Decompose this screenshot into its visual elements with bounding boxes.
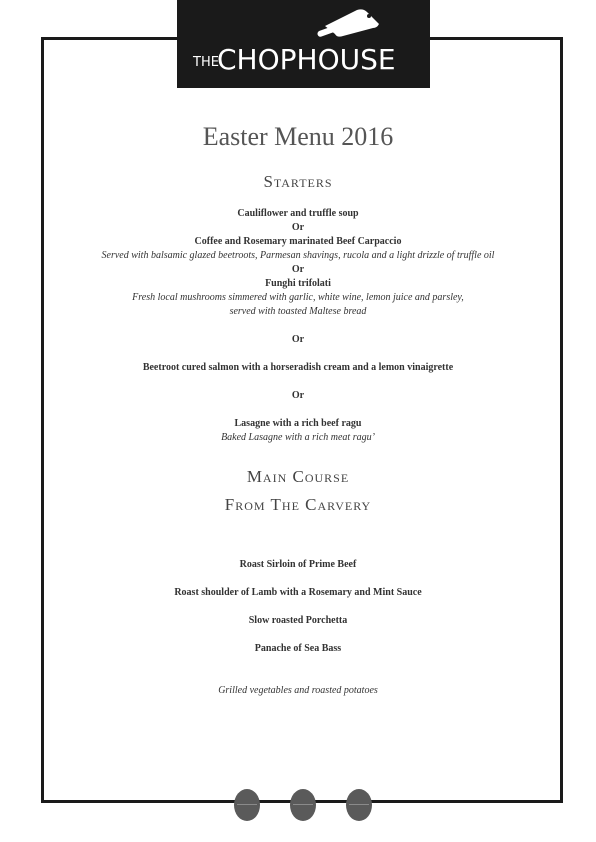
starter-item: Funghi trifolati <box>265 278 331 289</box>
logo-the: THE <box>193 55 219 70</box>
starter-description: served with toasted Maltese bread <box>229 306 367 317</box>
main-course-heading: Main Course <box>246 467 350 486</box>
starter-item: Lasagne with a rich beef ragu <box>234 418 362 429</box>
or-separator: Or <box>291 390 305 401</box>
carvery-heading: From The Carvery <box>224 495 372 514</box>
dot-ornament <box>234 789 260 821</box>
main-item: Panache of Sea Bass <box>254 643 342 654</box>
sides-description: Grilled vegetables and roasted potatoes <box>218 685 378 696</box>
decorative-dots <box>0 789 596 823</box>
starter-item: Coffee and Rosemary marinated Beef Carpaccio <box>194 236 402 247</box>
menu-title: Easter Menu 2016 <box>202 122 394 151</box>
starter-description: Served with balsamic glazed beetroots, Parmesan shavings, rucola and a light drizzle of truffle oil <box>101 250 495 261</box>
or-separator: Or <box>291 334 305 345</box>
or-separator: Or <box>291 222 305 233</box>
starters-heading: Starters <box>263 172 333 191</box>
starter-item: Beetroot cured salmon with a horseradish cream and a lemon vinaigrette <box>142 362 454 373</box>
main-item: Roast shoulder of Lamb with a Rosemary and Mint Sauce <box>174 587 422 598</box>
chophouse-logo <box>177 0 430 88</box>
or-separator: Or <box>291 264 305 275</box>
starter-description: Fresh local mushrooms simmered with garlic, white wine, lemon juice and parsley, <box>132 292 464 303</box>
cleaver-icon <box>317 6 387 42</box>
main-item: Slow roasted Porchetta <box>248 615 348 626</box>
logo-name: CHOPHOUSE <box>217 43 396 76</box>
main-item: Roast Sirloin of Prime Beef <box>239 559 357 570</box>
starter-item: Cauliflower and truffle soup <box>237 208 359 219</box>
dot-ornament <box>290 789 316 821</box>
starter-description: Baked Lasagne with a rich meat ragu’ <box>221 432 375 443</box>
dot-ornament <box>346 789 372 821</box>
